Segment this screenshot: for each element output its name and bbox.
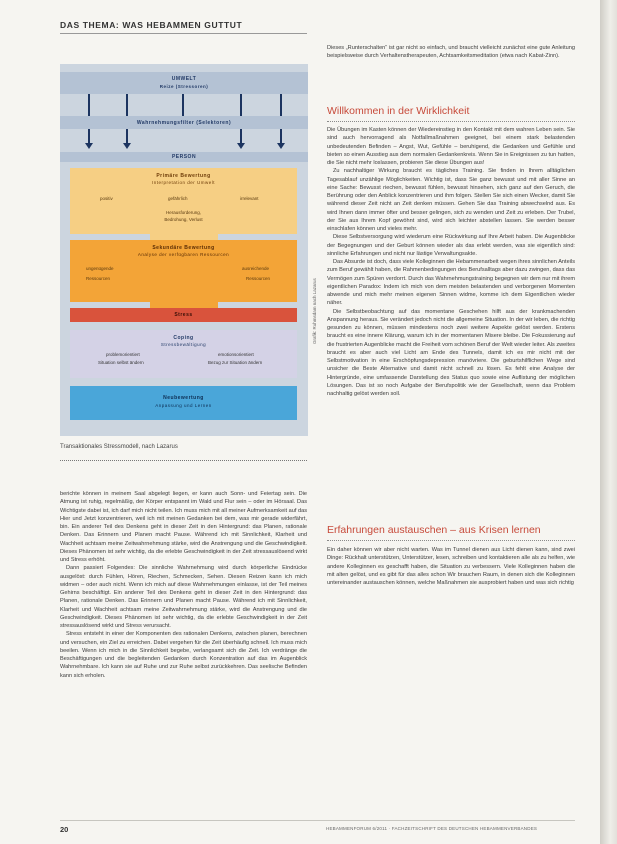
primary-subtitle: Interpretation der Umwelt <box>151 180 216 185</box>
arrow-down-icon <box>280 129 282 143</box>
stress-model-diagram <box>60 64 308 436</box>
header-rule <box>60 33 307 34</box>
section1-paragraph: Die Selbstbeobachtung auf das momentane Geschehen hilft aus der krankmachenden Anspannung heraus. Sie verändert jedoch nicht die allgemeine Situation. In der wir leben, die richtig gesunden zu können, müssen mindestens noch zwei weitere Aspekte gelöst werden. Erstens braucht es eine innere Klärung, warum ich in der momentanen Misere bleibe. Die Fokussierung auf die frustrierten Augenblicke macht die Freiheit vom schönen Beruf der Welt wieder leiter. Als zweites braucht es aber auch viel Licht am Ende des Tunnels, damit ich es mir nicht mit der Selbstmotivation in eine Erschöpfungsdepression manövriere. Die geburtshilflichen Wege sind unsicher die Beste Alternative und damit nicht schnell zu lösen. Es fehlt eine Analyse der Hintergründe, eine umfassende Darstellung des Status quo sowie eine Auflistung der möglichen Lösungen. Das ist so noch Aufgabe der Berufspolitik wie der Gesellschaft, wenn das Problem nachhaltig gelöst werden soll. <box>327 308 575 397</box>
caption-rule <box>60 460 307 461</box>
secondary-appraisal-box <box>70 240 297 302</box>
secondary-right-2: Ressourcen <box>246 276 271 281</box>
reappraisal-title: Neubewertung <box>163 395 204 401</box>
section1-body <box>327 126 575 518</box>
section1-paragraph: Zu nachhaltiger Wirkung braucht es tägliches Training. Sie finden in Ihrem alltäglichen Tagesablauf unzählige Möglichkeiten. Wichtig ist, dass Sie ganz bewusst und mit aller Sinne an eine Sache: Bewusst riechen, bewusst fühlen, bewusst hinsehen, sich ganz auf den Geruch, die Berührung oder den Anblick konzentrieren und ihm folgen. Stellen Sie sich einen Wecker, damit Sie während dieser Zeit nicht an Zeit denken müssen. Gehen Sie das Training abwechselnd aus. Es wird Ihnen dann immer öfter und besser gelingen, sich zu wenden und Zeit zu erleben. Der Trubel, der Sie aus Ihrem Kopf gewöhnt sind, wird sich leichter abstellen lassen. Sie werden besser einschlafen können und vieles mehr. <box>327 168 575 232</box>
coping-left-1: problemorientiert <box>106 352 140 357</box>
stress-box <box>70 308 297 322</box>
section1-paragraph: Diese Selbstversorgung wird wiederum eine Rückwirkung auf Ihre Arbeit haben. Die Augenblicke der Begegnungen und der Geburt können wieder als das erlebt werden, was sie eigentlich sind: sinnliche Erfahrungen und nicht nur lästige Verwaltungsakte. <box>327 234 575 257</box>
section1-paragraph: Die Übungen im Kasten können der Wiedereinstieg in den Kontakt mit dem wahren Leben sein. Sie sind auch hervorragend als Notfallmaßnahmen geeignet, bei einem stark belastenden unbedeutenden Befinden – Angst, Wut, Gefühle – beruhigend, die Gedanken und Gefühle und bieten so einen Ausstieg aus dem normalen Gedankenkreis. Wenn Sie in Ereignissen zu tun hatten, die Sie nicht mehr loslassen, probieren Sie diese Übungen aus! <box>327 127 575 166</box>
secondary-right-1: ausreichende <box>242 266 270 271</box>
footer-rule <box>60 820 575 821</box>
right-intro <box>327 44 575 96</box>
primary-bottom-2: Bedrohung, Verlust <box>164 217 203 222</box>
primary-irrelevant: irrelevant <box>240 196 259 201</box>
secondary-title: Sekundäre Bewertung <box>152 245 215 251</box>
section-heading: Erfahrungen austauschen – aus Krisen lernen <box>327 524 541 536</box>
running-title: DAS THEMA: WAS HEBAMMEN GUTTUT <box>60 20 243 30</box>
primary-dangerous: gefährlich <box>168 196 188 201</box>
primary-appraisal-box <box>70 168 297 234</box>
primary-title: Primäre Bewertung <box>156 173 211 179</box>
intro-paragraph: Dieses „Runterschalten“ ist gar nicht so einfach, und braucht vielleicht zunächst eine gute Anleitung beispielsweise durch Verhaltenstherapeuten, Achtsamkeitsmeditation (etwa nach Kabat-Zinn). <box>327 45 575 60</box>
umwelt-band <box>60 72 308 94</box>
arrow-down-icon <box>240 129 242 143</box>
section1-paragraph: Das Absurde ist doch, dass viele Kolleginnen die Hebammenarbeit wegen ihres sinnlichen Anteils zum Beruf gewählt haben, die Rahmenbedingungen des Berufsalltags aber dazu zwingen, dass das Vermögen zum Spüren verdorrt. Durch das Wahrnehmungstraining begegnen wir dem nur mit ihrem eigentlichen Paradox: Indem ich mich von dem meisten belastenden und verborgenen Momenten abwende und mich mehr meinen eigenen Sinnen widme, komme ich dem Eigentlichen wieder näher. <box>327 259 575 307</box>
diagram-caption: Transaktionales Stressmodell, nach Lazarus <box>60 444 178 450</box>
coping-box <box>70 330 297 378</box>
section2-body <box>327 546 575 814</box>
filter-label: Wahrnehmungsfilter (Selektoren) <box>136 120 232 126</box>
reappraisal-subtitle: Anpassung und Lernen <box>155 403 212 408</box>
umwelt-subtitle: Reize (Stressoren) <box>159 84 209 89</box>
stress-label: Stress <box>174 312 193 318</box>
coping-title: Coping <box>173 335 194 341</box>
coping-left-2: Situation selbst ändern <box>98 360 144 365</box>
secondary-left-1: ungenügende <box>86 266 114 271</box>
section-rule <box>327 540 575 541</box>
section2-paragraph: Ein daher können wir aber nicht warten. Was im Tunnel dienen aus Licht dienen kann, sind zwei Dinge: Rückhalt unterstützen, Unterstützer, lesen, schreiben und kontaktieren alle als zu helfen, wie andere Kolleginnen es geschafft haben, die Situation zu verbessern. Viele Kolleginnen haben die mit alten gelöst, und es gibt für das alles schon Wir brauchen Raum, in denen sich die Kolleginnen untereinander austauschen können, welche Maßnahmen sie ausprobiert haben und was sich richtig <box>327 547 575 586</box>
left-column <box>60 490 307 813</box>
journal-line: HEBAMMENFORUM 6/2011 · FACHZEITSCHRIFT DES DEUTSCHEN HEBAMMENVERBANDES <box>326 826 538 831</box>
secondary-subtitle: Analyse der verfügbaren Ressourcen <box>137 252 230 257</box>
section-rule <box>327 121 575 122</box>
coping-right-2: Bezug zur Situation ändern <box>208 360 263 365</box>
umwelt-title: UMWELT <box>171 76 197 82</box>
left-paragraph: berichte können in meinem Saal abgelegt liegen, er kann auch Sonn- und Feiertag sein. Die Atmung ist ruhig, regelmäßig, der Körper entspannt im Wald und Flur sein – oder im Hörsaal. Das Wichtigste dabei ist, ich darf mich nicht teilen. Ich muss mich mit all meiner Aufmerksamkeit auf das Hier und Jetzt konzentrieren, weil ich mit meinen Gedanken bei dem, was mir gerade widerfährt, bin. Ein anderer Teil des Denkens geht in dieser Zeit in den Hintergrund: das Planen, rationale Denken. Das Erinnern und Planen macht Pause. Während ich mit Sinnlichkeit, Klarheit und Wachheit achtsam meine Zeitwahrnehmung stärke, wird die Anstrengung und die Geschwindigkeit. Dieses Phänomen ist sehr wichtig, da die erlebte Geschwindigkeit in der Zeit stressauslösend wirkt und Stress erhöht. <box>60 491 307 563</box>
left-paragraph: Stress entsteht in einer der Komponenten des rationalen Denkens, zwischen planen, berechnen und versuchen, ein Ziel zu erreichen. Dabei vergehen für die Zeit überhäufig schnell. Ich muss mich beeilen. Wenn ich mich in die Sinnlichkeit begebe, verlangsamt sich die Zeit. Ich verdränge die Beschäftigungen und die begleitenden Gedanken durch Konzentration auf das im Augenblick Wahrnehmbare. Ich kann sie auf Ruhe und zur Ruhe selbst zurückkehren. Das seelische Befinden kann sich erholen. <box>60 631 307 679</box>
person-label: PERSON <box>171 154 197 160</box>
filter-band <box>60 116 308 129</box>
reappraisal-box <box>70 386 297 420</box>
person-band <box>60 152 308 162</box>
primary-positive: positiv <box>100 196 113 201</box>
left-paragraph: Dann passiert Folgendes: Die sinnliche Wahrnehmung wird durch körperliche Eindrücke ausgelöst: durch Fühlen, Hören, Riechen, Schmecken, Sehen. Diesen Reizen kann ich mich widmen – oder auch nicht. Wenn ich mich auf diese Wahrnehmungen einlasse, ist der Teil meines Gehirns beschäftigt. Ein anderer Teil des Denkens geht in dieser Zeit in den Hintergrund: das Planen, rationale Denken. Das Erinnern und Planen macht Pause. Während ich mit Sinnlichkeit, Klarheit und Wachheit achtsam meine Zeitwahrnehmung stärke, wird die Anstrengung und die Geschwindigkeit. Dieses Phänomen ist sehr wichtig, da die erlebte Geschwindigkeit in der Zeit stressauslösend wirkt und Stress verursacht. <box>60 565 307 629</box>
section-heading: Willkommen in der Wirklichkeit <box>327 105 470 117</box>
primary-bottom-1: Herausforderung, <box>165 210 202 215</box>
diagram-credit: Grafik: Ruhmsdam nach Lazarus <box>312 278 317 344</box>
coping-right-1: emotionsorientiert <box>218 352 254 357</box>
page-spine <box>600 0 617 844</box>
arrow-down-icon <box>88 129 90 143</box>
secondary-connector <box>150 296 218 308</box>
page-number: 20 <box>60 825 69 834</box>
secondary-left-2: Ressourcen <box>86 276 111 281</box>
arrow-down-icon <box>126 129 128 143</box>
coping-subtitle: Stressbewältigung <box>160 342 207 347</box>
